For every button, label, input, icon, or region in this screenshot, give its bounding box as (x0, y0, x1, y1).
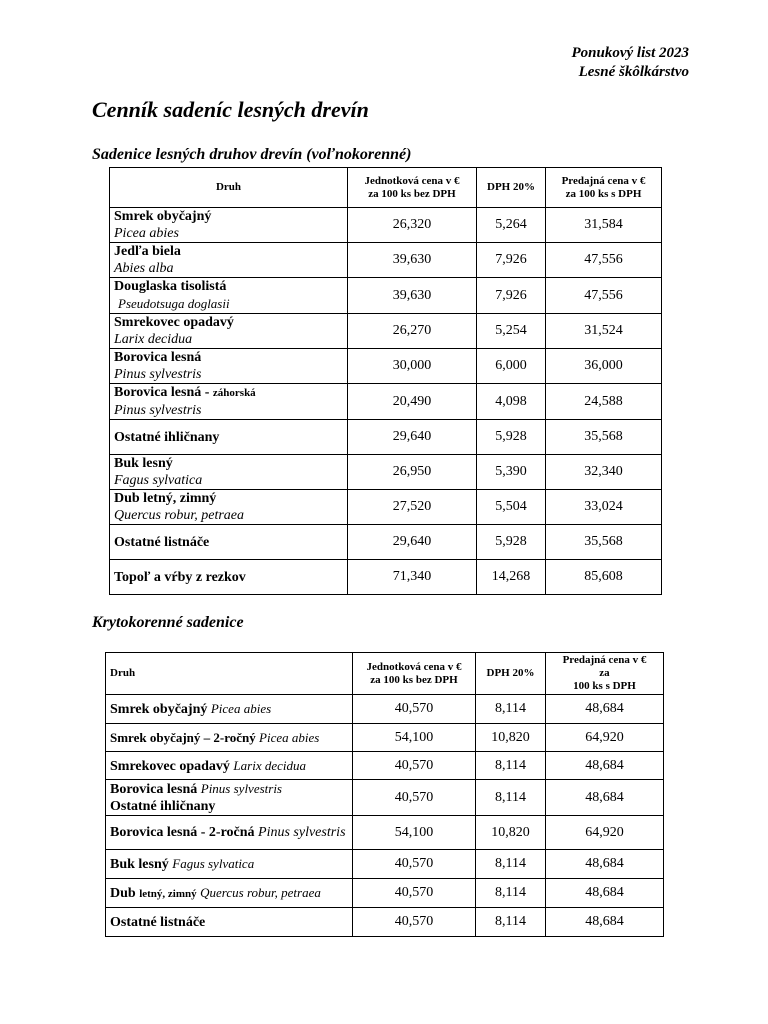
vat-cell: 6,000 (477, 349, 546, 384)
table-row (110, 455, 662, 490)
table-row (106, 879, 664, 908)
table-row (110, 314, 662, 349)
species-name: Borovica lesná - (114, 385, 213, 400)
col-header-unit-price: Jednotková cena v € za 100 ks bez DPH (348, 168, 477, 208)
species-latin: Quercus robur, petraea (114, 508, 245, 523)
vat-cell: 7,926 (477, 278, 546, 314)
species-name-2: Ostatné ihličnany (110, 799, 216, 814)
unit-price-cell: 26,320 (348, 208, 477, 243)
unit-price-cell: 40,570 (353, 908, 476, 937)
table-row (106, 695, 664, 724)
species-name: Smrekovec opadavý (110, 758, 230, 774)
unit-price-cell: 40,570 (353, 850, 476, 879)
species-cell (106, 816, 353, 850)
species-cell (106, 695, 353, 724)
species-name: Topoľ a vŕby z rezkov (114, 569, 246, 585)
unit-price-cell: 39,630 (348, 278, 477, 314)
species-latin: Picea abies (259, 730, 320, 745)
species-cell (110, 384, 348, 420)
vat-cell: 10,820 (476, 816, 546, 850)
vat-cell: 10,820 (476, 724, 546, 752)
table-row (110, 243, 662, 278)
unit-price-cell: 26,950 (348, 455, 477, 490)
species-name: Smrek obyčajný (110, 702, 208, 717)
col-header-druh: Druh (110, 168, 348, 208)
species-latin: Fagus sylvatica (114, 473, 203, 488)
species-cell (110, 525, 348, 560)
col-header-sale-price: Predajná cena v € za 100 ks s DPH (546, 653, 664, 695)
species-variant: letný, zimný (139, 887, 197, 900)
page-title: Cenník sadeníc lesných drevín (92, 97, 369, 122)
section1-heading: Sadenice lesných druhov drevín (voľnokorenné) (92, 146, 412, 163)
sale-price-cell: 64,920 (546, 816, 664, 850)
species-name: Smrek obyčajný – 2-ročný (110, 730, 256, 745)
unit-price-cell: 40,570 (353, 695, 476, 724)
col-header-vat: DPH 20% (476, 653, 546, 695)
vat-cell: 7,926 (477, 243, 546, 278)
species-cell (106, 879, 353, 908)
species-cell (106, 780, 353, 816)
col-header-sale-price: Predajná cena v € za 100 ks s DPH (546, 168, 662, 208)
sale-price-cell: 32,340 (546, 455, 662, 490)
species-name: Jedľa biela (114, 244, 181, 259)
sale-price-cell: 85,608 (546, 560, 662, 595)
unit-price-cell: 71,340 (348, 560, 477, 595)
table-row (110, 420, 662, 455)
species-name: Buk lesný (114, 456, 173, 471)
table-row (106, 850, 664, 879)
header-line-2: Lesné škôlkárstvo (578, 64, 689, 80)
species-latin: Picea abies (210, 701, 272, 716)
table-row (106, 816, 664, 850)
species-variant: záhorská (212, 387, 256, 399)
sale-price-cell: 48,684 (546, 752, 664, 780)
species-cell (110, 560, 348, 595)
species-cell (106, 850, 353, 879)
species-latin: Fagus sylvatica (172, 856, 255, 871)
species-cell (110, 420, 348, 455)
unit-price-cell: 40,570 (353, 752, 476, 780)
species-cell (106, 752, 353, 780)
table-row (106, 908, 664, 937)
unit-price-cell: 54,100 (353, 724, 476, 752)
table-row (106, 780, 664, 816)
species-latin: Picea abies (114, 226, 179, 241)
vat-cell: 5,254 (477, 314, 546, 349)
vat-cell: 4,098 (477, 384, 546, 420)
vat-cell: 5,390 (477, 455, 546, 490)
sale-price-cell: 48,684 (546, 695, 664, 724)
vat-cell: 8,114 (476, 850, 546, 879)
table-bare-root-seedlings (109, 167, 662, 595)
sale-price-cell: 48,684 (546, 908, 664, 937)
table-row (110, 208, 662, 243)
species-cell (110, 349, 348, 384)
species-name: Ostatné ihličnany (114, 429, 220, 445)
vat-cell: 8,114 (476, 879, 546, 908)
col-header-unit-price: Jednotková cena v € za 100 ks bez DPH (353, 653, 476, 695)
unit-price-cell: 40,570 (353, 879, 476, 908)
table-row (110, 490, 662, 525)
vat-cell: 14,268 (477, 560, 546, 595)
species-name: Douglaska tisolistá (114, 279, 227, 294)
species-latin: Abies alba (114, 261, 174, 276)
sale-price-cell: 48,684 (546, 780, 664, 816)
species-cell (106, 724, 353, 752)
vat-cell: 8,114 (476, 908, 546, 937)
col-header-druh: Druh (106, 653, 353, 695)
vat-cell: 8,114 (476, 695, 546, 724)
unit-price-cell: 40,570 (353, 780, 476, 816)
sale-price-cell: 47,556 (546, 243, 662, 278)
sale-price-cell: 48,684 (546, 850, 664, 879)
table-row (106, 752, 664, 780)
species-cell (110, 314, 348, 349)
unit-price-cell: 26,270 (348, 314, 477, 349)
table-row (110, 349, 662, 384)
vat-cell: 5,264 (477, 208, 546, 243)
species-latin: Quercus robur, petraea (200, 884, 321, 900)
species-latin: Pinus sylvestris (114, 367, 202, 382)
table-row (110, 384, 662, 420)
table-row (110, 278, 662, 314)
species-latin: Pinus sylvestris (114, 403, 202, 418)
unit-price-cell: 29,640 (348, 420, 477, 455)
header-line-1: Ponukový list 2023 (571, 45, 689, 61)
species-cell (110, 243, 348, 278)
sale-price-cell: 47,556 (546, 278, 662, 314)
species-name: Borovica lesná (114, 350, 202, 365)
species-latin: Larix decidua (114, 332, 193, 347)
species-latin: Pinus sylvestris (258, 825, 346, 840)
table-row (110, 525, 662, 560)
species-cell (110, 208, 348, 243)
sale-price-cell: 35,568 (546, 525, 662, 560)
species-cell (110, 490, 348, 525)
sale-price-cell: 31,524 (546, 314, 662, 349)
sale-price-cell: 33,024 (546, 490, 662, 525)
species-name: Borovica lesná - 2-ročná (110, 825, 255, 840)
sale-price-cell: 64,920 (546, 724, 664, 752)
species-latin: Larix decidua (233, 757, 306, 773)
table-container-seedlings (105, 652, 664, 937)
species-cell (106, 908, 353, 937)
species-latin: Pinus sylvestris (200, 781, 282, 796)
sale-price-cell: 24,588 (546, 384, 662, 420)
table-row (106, 724, 664, 752)
table-row (110, 560, 662, 595)
sale-price-cell: 31,584 (546, 208, 662, 243)
vat-cell: 8,114 (476, 780, 546, 816)
species-name: Buk lesný (110, 857, 169, 872)
species-name: Ostatné listnáče (110, 914, 206, 930)
species-cell (110, 455, 348, 490)
vat-cell: 5,928 (477, 420, 546, 455)
vat-cell: 5,504 (477, 490, 546, 525)
unit-price-cell: 54,100 (353, 816, 476, 850)
species-name: Dub (110, 885, 136, 901)
unit-price-cell: 39,630 (348, 243, 477, 278)
vat-cell: 5,928 (477, 525, 546, 560)
vat-cell: 8,114 (476, 752, 546, 780)
species-name: Smrekovec opadavý (114, 315, 234, 330)
col-header-vat: DPH 20% (477, 168, 546, 208)
unit-price-cell: 30,000 (348, 349, 477, 384)
species-cell (110, 278, 348, 314)
section2-heading: Krytokorenné sadenice (92, 614, 244, 631)
unit-price-cell: 27,520 (348, 490, 477, 525)
document-header (571, 44, 689, 82)
unit-price-cell: 29,640 (348, 525, 477, 560)
species-name: Smrek obyčajný (114, 209, 212, 224)
species-latin: Pseudotsuga doglasii (118, 296, 230, 311)
species-name: Dub letný, zimný (114, 491, 217, 506)
sale-price-cell: 36,000 (546, 349, 662, 384)
species-name: Ostatné listnáče (114, 534, 210, 550)
sale-price-cell: 48,684 (546, 879, 664, 908)
sale-price-cell: 35,568 (546, 420, 662, 455)
species-name: Borovica lesná (110, 782, 198, 797)
unit-price-cell: 20,490 (348, 384, 477, 420)
